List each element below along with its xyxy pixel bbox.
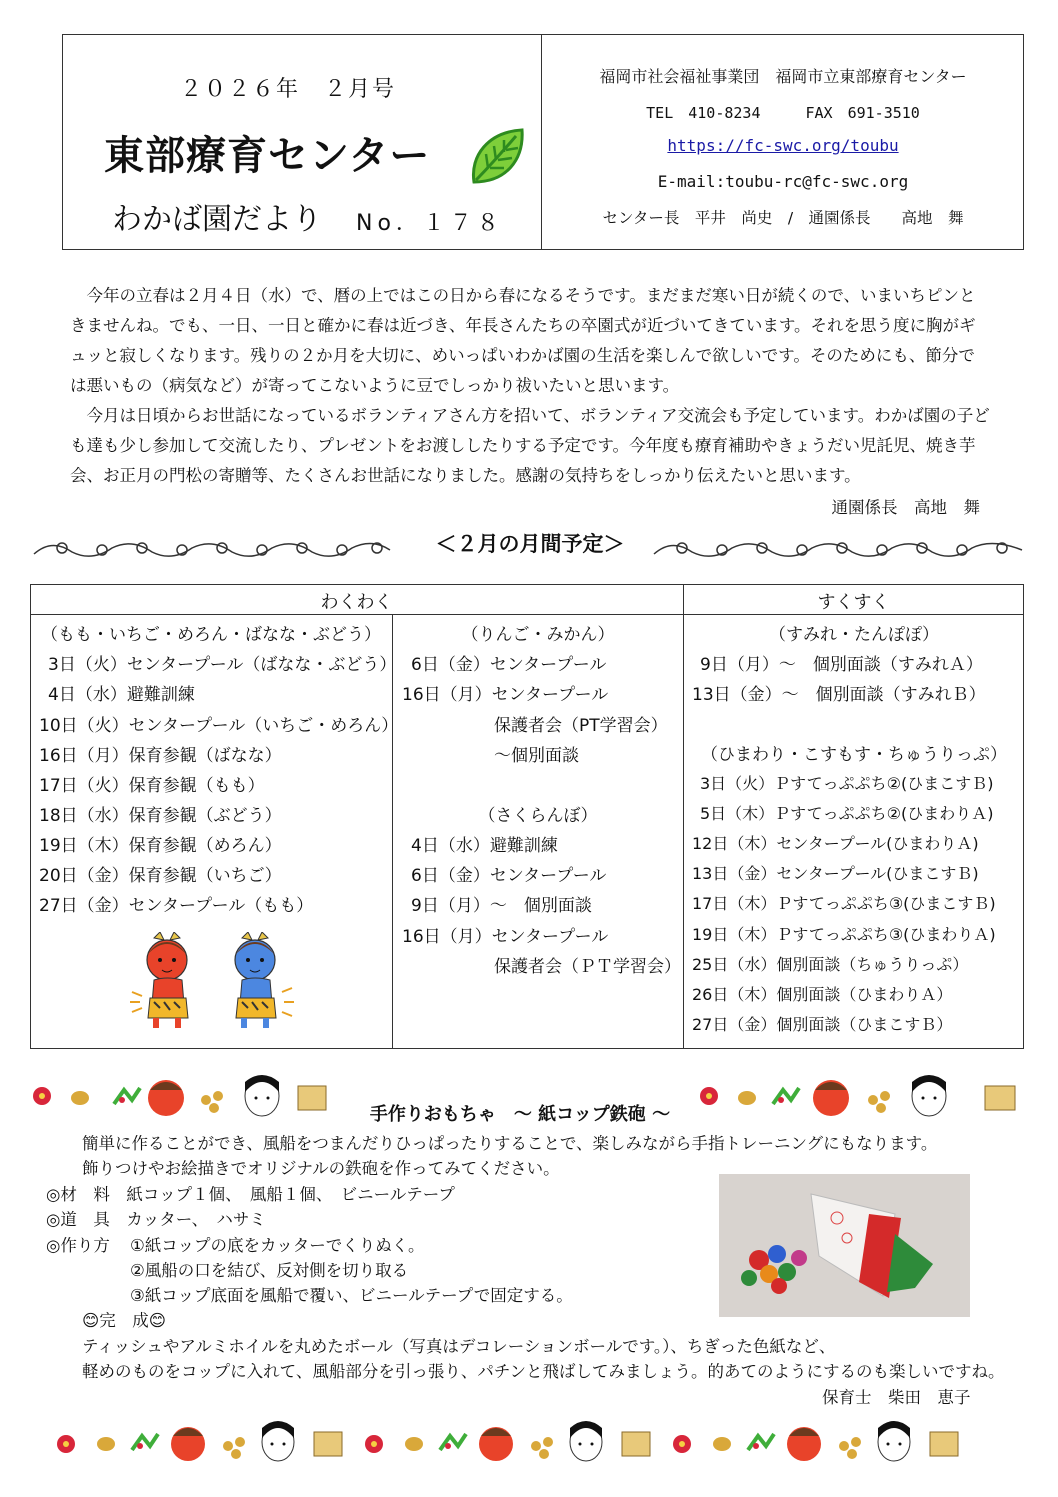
schedule-row: 6日（金）センタープール bbox=[411, 866, 607, 886]
schedule-col-divider-1 bbox=[392, 614, 393, 1049]
schedule-row: 5日（木）Ｐすてっぷぷち②(ひまわりＡ) bbox=[700, 804, 994, 823]
schedule-title: ＜２月の月間予定＞ bbox=[435, 532, 625, 556]
schedule-row: 10日（火）センタープール（いちご・めろん） bbox=[39, 716, 399, 736]
schedule-header-divider bbox=[30, 614, 1024, 615]
schedule-row: 16日（月）センタープール bbox=[402, 685, 609, 705]
schedule-row: 保護者会（ＰＴ学習会） bbox=[494, 957, 681, 977]
flower-border-right-icon bbox=[652, 536, 1024, 562]
sukusuku-header: すくすく bbox=[817, 592, 890, 613]
col1-group: （もも・いちご・めろん・ばなな・ぶどう） bbox=[41, 625, 381, 645]
craft-intro-2: 飾りつけやお絵描きでオリジナルの鉄砲を作ってみてください。 bbox=[82, 1159, 560, 1178]
setsubun-border-icon bbox=[695, 1074, 1030, 1120]
center-title: 東部療育センター bbox=[104, 133, 431, 179]
wakuwaku-header: わくわく bbox=[320, 592, 393, 613]
leaf-icon bbox=[468, 126, 526, 188]
schedule-row: 9日（月）～ 個別面談 bbox=[411, 896, 592, 916]
craft-intro-1: 簡単に作ることができ、風船をつまんだりひっぱったりすることで、楽しみながら手指トレーニングにもなります。 bbox=[82, 1134, 938, 1153]
schedule-row: 18日（水）保育参観（ぶどう） bbox=[39, 806, 282, 826]
schedule-row: 16日（月）センタープール bbox=[402, 927, 609, 947]
schedule-row: 25日（水）個別面談（ちゅうりっぷ） bbox=[692, 955, 969, 974]
paper-cup-icon bbox=[719, 1174, 970, 1317]
schedule-row: 12日（木）センタープール(ひまわりＡ) bbox=[692, 834, 979, 853]
intro-signature: 通園係長 高地 舞 bbox=[831, 498, 980, 517]
col3-group-1: （すみれ・たんぽぽ） bbox=[769, 625, 939, 645]
schedule-row: 19日（木）Ｐすてっぷぷち③(ひまわりＡ) bbox=[692, 925, 996, 944]
craft-tools: ◎道 具 カッター、 ハサミ bbox=[46, 1210, 266, 1229]
schedule-row: 3日（火）センタープール（ばなな・ぶどう） bbox=[48, 655, 397, 675]
schedule-row: 27日（金）個別面談（ひまこすＢ） bbox=[692, 1015, 953, 1034]
col2-group-1: （りんご・みかん） bbox=[461, 625, 615, 645]
oni-illustration-icon bbox=[128, 932, 296, 1032]
schedule-row: 20日（金）保育参観（いちご） bbox=[39, 866, 282, 886]
schedule-row: 3日（火）Ｐすてっぷぷち②(ひまこすＢ) bbox=[700, 774, 994, 793]
schedule-row: ～個別面談 bbox=[494, 746, 579, 766]
schedule-row: 6日（金）センタープール bbox=[411, 655, 607, 675]
craft-step-1: ①紙コップの底をカッターでくりぬく。 bbox=[130, 1236, 425, 1255]
intro-paragraph-2: 今月は日頃からお世話になっているボランティアさん方を招いて、ボランティア交流会も予定しています。わかば園の子ども達も少し参加して交流したり、プレゼントをお渡ししたりする予定です。今年度も療育補助やきょうだい児託児、焼き芋会、お正月の門松の寄贈等、たくさんお世話になりました。感謝の気持ちをしっかり伝えたいと思います。 bbox=[70, 406, 990, 485]
intro-text bbox=[70, 281, 990, 491]
newsletter-name: わかば園だより bbox=[112, 202, 322, 237]
craft-title: 手作りおもちゃ ～ 紙コップ鉄砲 ～ bbox=[369, 1104, 671, 1125]
header-divider bbox=[541, 34, 542, 250]
craft-step-3: ③紙コップ底面を風船で覆い、ビニールテープで固定する。 bbox=[130, 1286, 573, 1305]
schedule-row: 19日（木）保育参観（めろん） bbox=[39, 836, 282, 856]
tel-fax: TEL 410-8234 FAX 691-3510 bbox=[646, 104, 920, 122]
schedule-row: 9日（月）～ 個別面談（すみれＡ） bbox=[700, 655, 983, 675]
col3-group-2: （ひまわり・こすもす・ちゅうりっぷ） bbox=[701, 745, 1007, 765]
craft-done-1: ティッシュやアルミホイルを丸めたボール（写真はデコレーションボールです。）、ちぎった色紙など、 bbox=[82, 1337, 836, 1356]
cup-gun-photo bbox=[719, 1174, 970, 1317]
craft-materials: ◎材 料 紙コップ１個、 風船１個、 ビニールテープ bbox=[46, 1185, 455, 1204]
intro-paragraph-1: 今年の立春は２月４日（水）で、暦の上ではこの日から春になるそうです。まだまだ寒い日が続くので、いまいちピンときませんね。でも、一日、一日と確かに春は近づき、年長さんたちの卒園式が近づいてきています。それを思う度に胸がギュッと寂しくなります。残りの２か月を大切に、めいっぱいわかば園の生活を楽しんで欲しいです。そのためにも、節分では悪いもの（病気など）が寄ってこないように豆でしっかり祓いたいと思います。 bbox=[70, 286, 976, 395]
staff-names: センター長 平井 尚史 / 通園係長 高地 舞 bbox=[602, 209, 964, 227]
organization: 福岡市社会福祉事業団 福岡市立東部療育センター bbox=[599, 67, 967, 86]
schedule-row: 17日（木）Ｐすてっぷぷち③(ひまこすＢ) bbox=[692, 894, 996, 913]
setsubun-bottom-border-icon bbox=[52, 1418, 1012, 1466]
col2-group-2: （さくらんぼ） bbox=[478, 806, 598, 826]
flower-border-left-icon bbox=[32, 536, 392, 562]
schedule-row: 17日（火）保育参観（もも） bbox=[39, 776, 265, 796]
craft-step-2: ②風船の口を結び、反対側を切り取る bbox=[130, 1261, 409, 1280]
email-address[interactable]: E-mail:toubu-rc@fc-swc.org bbox=[657, 172, 909, 191]
schedule-row: 13日（金）センタープール(ひまこすＢ) bbox=[692, 864, 979, 883]
website-link[interactable]: https://fc-swc.org/toubu bbox=[667, 136, 899, 155]
schedule-row: 13日（金）～ 個別面談（すみれＢ） bbox=[692, 685, 986, 705]
issue-number: No．１７８ bbox=[356, 211, 504, 236]
schedule-row: 26日（木）個別面談（ひまわりＡ） bbox=[692, 985, 953, 1004]
schedule-col-divider-2 bbox=[683, 584, 684, 1049]
craft-done-label: 😊完 成😊 bbox=[82, 1311, 166, 1330]
craft-signature: 保育士 柴田 恵子 bbox=[822, 1388, 971, 1407]
setsubun-border-icon bbox=[28, 1074, 328, 1120]
schedule-row: 4日（水）避難訓練 bbox=[411, 836, 558, 856]
issue-date: ２０２６年 ２月号 bbox=[180, 77, 397, 102]
schedule-row: 保護者会（PT学習会） bbox=[494, 716, 668, 736]
schedule-row: 4日（水）避難訓練 bbox=[48, 685, 195, 705]
craft-done-2: 軽めのものをコップに入れて、風船部分を引っ張り、パチンと飛ばしてみましょう。的あてのようにするのも楽しいですね。 bbox=[82, 1362, 1005, 1381]
craft-howto-label: ◎作り方 bbox=[46, 1236, 110, 1255]
schedule-row: 27日（金）センタープール（もも） bbox=[39, 896, 314, 916]
schedule-row: 16日（月）保育参観（ばなな） bbox=[39, 746, 282, 766]
